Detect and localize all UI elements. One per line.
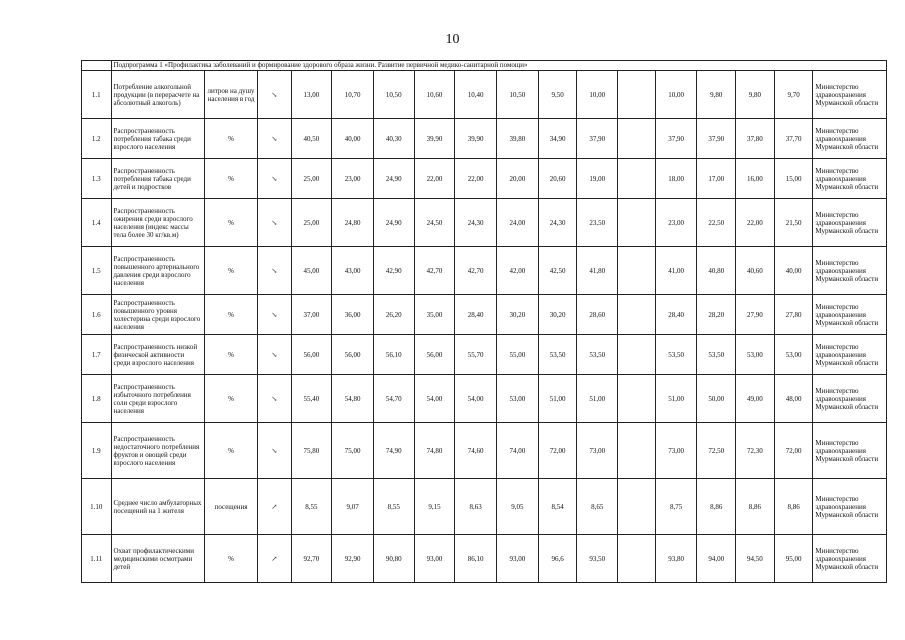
- table-row: [82, 199, 887, 247]
- value-cell: 42,70: [414, 247, 455, 295]
- value-cell: 25,00: [291, 199, 332, 247]
- value-cell: 50,00: [697, 375, 736, 423]
- indicator-name: Потребление алкогольной продукции (в перерасчете на абсолютный алкоголь): [111, 71, 205, 119]
- value-cell: 41,80: [577, 247, 618, 295]
- value-cell: 25,00: [291, 159, 332, 199]
- value-cell: 53,50: [538, 335, 577, 375]
- value-cell: 8,86: [774, 479, 813, 535]
- value-cell: 39,90: [414, 119, 455, 159]
- responsible-org: Министерство здравоохранения Мурманской области: [813, 71, 887, 119]
- value-cell: 72,00: [538, 423, 577, 479]
- unit-cell: %: [205, 119, 258, 159]
- value-cell: 74,90: [373, 423, 414, 479]
- value-cell: 9,05: [497, 479, 539, 535]
- value-cell: 55,00: [497, 335, 539, 375]
- value-cell: 10,50: [373, 71, 414, 119]
- subprogram-title: Подпрограмма 1 «Профилактика заболеваний и формирование здорового образа жизни. Развитие первичной медико-санитарной помощи»: [111, 61, 887, 71]
- value-cell: 30,20: [538, 295, 577, 335]
- value-cell: 92,70: [291, 535, 332, 583]
- unit-cell: %: [205, 247, 258, 295]
- value-cell: 40,80: [697, 247, 736, 295]
- value-cell: 49,00: [736, 375, 775, 423]
- table-row: [82, 423, 887, 479]
- table-row: [82, 479, 887, 535]
- value-cell: 53,00: [497, 375, 539, 423]
- trend-arrow-icon: ↗: [258, 535, 292, 583]
- value-cell: 10,70: [332, 71, 374, 119]
- value-cell: 36,00: [332, 295, 374, 335]
- row-number: 1.8: [82, 375, 112, 423]
- trend-arrow-icon: ↘: [258, 247, 292, 295]
- value-cell: 28,20: [697, 295, 736, 335]
- value-cell: 42,50: [538, 247, 577, 295]
- unit-cell: %: [205, 423, 258, 479]
- responsible-org: Министерство здравоохранения Мурманской области: [813, 295, 887, 335]
- value-cell: 27,80: [774, 295, 813, 335]
- responsible-org: Министерство здравоохранения Мурманской области: [813, 247, 887, 295]
- value-cell: 72,00: [774, 423, 813, 479]
- value-cell: 24,90: [373, 159, 414, 199]
- value-cell: 21,50: [774, 199, 813, 247]
- table-row: [82, 71, 887, 119]
- value-cell: 74,00: [497, 423, 539, 479]
- value-cell: 75,80: [291, 423, 332, 479]
- indicator-name: Распространенность ожирения среди взрослого населения (индекс массы тела более 30 кг/кв.м): [111, 199, 205, 247]
- row-number: 1.6: [82, 295, 112, 335]
- value-cell: [618, 295, 656, 335]
- row-number: 1.7: [82, 335, 112, 375]
- value-cell: 53,50: [655, 335, 697, 375]
- value-cell: 53,50: [577, 335, 618, 375]
- value-cell: 28,40: [455, 295, 497, 335]
- value-cell: 18,00: [655, 159, 697, 199]
- trend-arrow-icon: ↘: [258, 159, 292, 199]
- value-cell: [618, 479, 656, 535]
- value-cell: 28,40: [655, 295, 697, 335]
- value-cell: 24,30: [455, 199, 497, 247]
- trend-arrow-icon: ↘: [258, 199, 292, 247]
- value-cell: 19,00: [577, 159, 618, 199]
- value-cell: 56,00: [414, 335, 455, 375]
- trend-arrow-icon: ↗: [258, 479, 292, 535]
- unit-cell: %: [205, 375, 258, 423]
- unit-cell: литров на душу населения в год: [205, 71, 258, 119]
- value-cell: 8,86: [736, 479, 775, 535]
- value-cell: 51,00: [577, 375, 618, 423]
- value-cell: [618, 71, 656, 119]
- subprogram-num-cell: [82, 61, 112, 71]
- value-cell: 40,50: [291, 119, 332, 159]
- row-number: 1.3: [82, 159, 112, 199]
- indicator-name: Распространенность повышенного артериального давления среди взрослого населения: [111, 247, 205, 295]
- responsible-org: Министерство здравоохранения Мурманской области: [813, 535, 887, 583]
- value-cell: [618, 247, 656, 295]
- responsible-org: Министерство здравоохранения Мурманской области: [813, 159, 887, 199]
- table-row: [82, 295, 887, 335]
- value-cell: 42,70: [455, 247, 497, 295]
- value-cell: [618, 199, 656, 247]
- value-cell: 51,00: [655, 375, 697, 423]
- value-cell: 23,00: [332, 159, 374, 199]
- value-cell: 42,90: [373, 247, 414, 295]
- value-cell: 53,00: [774, 335, 813, 375]
- value-cell: 37,70: [774, 119, 813, 159]
- value-cell: 24,50: [414, 199, 455, 247]
- indicator-name: Охват профилактическими медицинскими осмотрами детей: [111, 535, 205, 583]
- value-cell: 56,00: [291, 335, 332, 375]
- indicator-name: Среднее число амбулаторных посещений на 1 жителя: [111, 479, 205, 535]
- value-cell: 8,54: [538, 479, 577, 535]
- table-row: [82, 375, 887, 423]
- value-cell: 51,00: [538, 375, 577, 423]
- value-cell: 72,30: [736, 423, 775, 479]
- responsible-org: Министерство здравоохранения Мурманской области: [813, 375, 887, 423]
- value-cell: 9,80: [736, 71, 775, 119]
- value-cell: 10,00: [577, 71, 618, 119]
- row-number: 1.11: [82, 535, 112, 583]
- value-cell: 23,00: [655, 199, 697, 247]
- value-cell: 30,20: [497, 295, 539, 335]
- value-cell: [618, 423, 656, 479]
- value-cell: 22,00: [736, 199, 775, 247]
- unit-cell: %: [205, 535, 258, 583]
- value-cell: 34,90: [538, 119, 577, 159]
- indicator-name: Распространенность недостаточного потребления фруктов и овощей среди взрослого населения: [111, 423, 205, 479]
- value-cell: 22,00: [414, 159, 455, 199]
- value-cell: 86,10: [455, 535, 497, 583]
- trend-arrow-icon: ↘: [258, 71, 292, 119]
- table-row: [82, 159, 887, 199]
- value-cell: [618, 335, 656, 375]
- value-cell: 93,50: [577, 535, 618, 583]
- value-cell: 54,80: [332, 375, 374, 423]
- value-cell: 95,00: [774, 535, 813, 583]
- value-cell: 8,55: [291, 479, 332, 535]
- value-cell: 15,00: [774, 159, 813, 199]
- value-cell: 45,00: [291, 247, 332, 295]
- table-row: [82, 247, 887, 295]
- value-cell: 37,90: [655, 119, 697, 159]
- indicator-name: Распространенность потребления табака среди детей и подростков: [111, 159, 205, 199]
- value-cell: 74,60: [455, 423, 497, 479]
- value-cell: 28,60: [577, 295, 618, 335]
- value-cell: 26,20: [373, 295, 414, 335]
- value-cell: 93,00: [414, 535, 455, 583]
- value-cell: 90,80: [373, 535, 414, 583]
- row-number: 1.10: [82, 479, 112, 535]
- value-cell: 40,30: [373, 119, 414, 159]
- value-cell: 20,00: [497, 159, 539, 199]
- value-cell: 10,00: [655, 71, 697, 119]
- value-cell: 24,30: [538, 199, 577, 247]
- value-cell: 9,80: [697, 71, 736, 119]
- value-cell: 8,55: [373, 479, 414, 535]
- value-cell: [618, 119, 656, 159]
- value-cell: 94,50: [736, 535, 775, 583]
- value-cell: 37,90: [577, 119, 618, 159]
- indicator-name: Распространенность низкой физической активности среди взрослого населения: [111, 335, 205, 375]
- table-row: [82, 535, 887, 583]
- value-cell: 35,00: [414, 295, 455, 335]
- value-cell: 54,70: [373, 375, 414, 423]
- page-number: 10: [445, 32, 460, 47]
- table-row: [82, 119, 887, 159]
- value-cell: 54,00: [414, 375, 455, 423]
- trend-arrow-icon: ↘: [258, 423, 292, 479]
- value-cell: 56,10: [373, 335, 414, 375]
- value-cell: 39,90: [455, 119, 497, 159]
- value-cell: 75,00: [332, 423, 374, 479]
- row-number: 1.1: [82, 71, 112, 119]
- value-cell: 40,00: [774, 247, 813, 295]
- row-number: 1.4: [82, 199, 112, 247]
- unit-cell: %: [205, 199, 258, 247]
- responsible-org: Министерство здравоохранения Мурманской области: [813, 479, 887, 535]
- value-cell: 73,00: [655, 423, 697, 479]
- value-cell: 16,00: [736, 159, 775, 199]
- value-cell: 40,00: [332, 119, 374, 159]
- value-cell: 43,00: [332, 247, 374, 295]
- indicator-name: Распространенность потребления табака среди взрослого населения: [111, 119, 205, 159]
- value-cell: 23,50: [577, 199, 618, 247]
- value-cell: 74,80: [414, 423, 455, 479]
- value-cell: 37,80: [736, 119, 775, 159]
- value-cell: 10,50: [497, 71, 539, 119]
- responsible-org: Министерство здравоохранения Мурманской области: [813, 199, 887, 247]
- value-cell: 22,50: [697, 199, 736, 247]
- responsible-org: Министерство здравоохранения Мурманской области: [813, 119, 887, 159]
- trend-arrow-icon: ↘: [258, 119, 292, 159]
- trend-arrow-icon: ↘: [258, 295, 292, 335]
- value-cell: 92,90: [332, 535, 374, 583]
- value-cell: 56,00: [332, 335, 374, 375]
- value-cell: 53,00: [736, 335, 775, 375]
- value-cell: 17,00: [697, 159, 736, 199]
- value-cell: 9,15: [414, 479, 455, 535]
- value-cell: 24,80: [332, 199, 374, 247]
- value-cell: 10,40: [455, 71, 497, 119]
- value-cell: 55,70: [455, 335, 497, 375]
- unit-cell: %: [205, 159, 258, 199]
- row-number: 1.9: [82, 423, 112, 479]
- unit-cell: %: [205, 335, 258, 375]
- value-cell: 8,63: [455, 479, 497, 535]
- value-cell: 10,60: [414, 71, 455, 119]
- value-cell: 24,00: [497, 199, 539, 247]
- value-cell: 37,00: [291, 295, 332, 335]
- value-cell: 42,00: [497, 247, 539, 295]
- trend-arrow-icon: ↘: [258, 375, 292, 423]
- table-row: [82, 335, 887, 375]
- responsible-org: Министерство здравоохранения Мурманской области: [813, 423, 887, 479]
- value-cell: 96,6: [538, 535, 577, 583]
- value-cell: 73,00: [577, 423, 618, 479]
- unit-cell: %: [205, 295, 258, 335]
- indicator-name: Распространенность повышенного уровня холестерина среди взрослого населения: [111, 295, 205, 335]
- value-cell: [618, 159, 656, 199]
- trend-arrow-icon: ↘: [258, 335, 292, 375]
- row-number: 1.2: [82, 119, 112, 159]
- value-cell: 93,80: [655, 535, 697, 583]
- value-cell: 27,90: [736, 295, 775, 335]
- indicator-name: Распространенность избыточного потребления соли среди взрослого населения: [111, 375, 205, 423]
- value-cell: 13,00: [291, 71, 332, 119]
- responsible-org: Министерство здравоохранения Мурманской области: [813, 335, 887, 375]
- value-cell: 9,50: [538, 71, 577, 119]
- value-cell: [618, 535, 656, 583]
- row-number: 1.5: [82, 247, 112, 295]
- value-cell: 41,00: [655, 247, 697, 295]
- value-cell: 93,00: [497, 535, 539, 583]
- unit-cell: посещения: [205, 479, 258, 535]
- value-cell: 94,00: [697, 535, 736, 583]
- value-cell: 9,07: [332, 479, 374, 535]
- value-cell: 53,50: [697, 335, 736, 375]
- subprogram-row: [82, 61, 887, 71]
- value-cell: 48,00: [774, 375, 813, 423]
- value-cell: 40,60: [736, 247, 775, 295]
- value-cell: 37,90: [697, 119, 736, 159]
- value-cell: 54,00: [455, 375, 497, 423]
- value-cell: 24,90: [373, 199, 414, 247]
- value-cell: 20,60: [538, 159, 577, 199]
- value-cell: 9,70: [774, 71, 813, 119]
- value-cell: 39,80: [497, 119, 539, 159]
- indicators-table: [81, 60, 887, 583]
- value-cell: 22,00: [455, 159, 497, 199]
- value-cell: 55,40: [291, 375, 332, 423]
- value-cell: 72,50: [697, 423, 736, 479]
- value-cell: 8,86: [697, 479, 736, 535]
- value-cell: [618, 375, 656, 423]
- value-cell: 8,65: [577, 479, 618, 535]
- value-cell: 8,75: [655, 479, 697, 535]
